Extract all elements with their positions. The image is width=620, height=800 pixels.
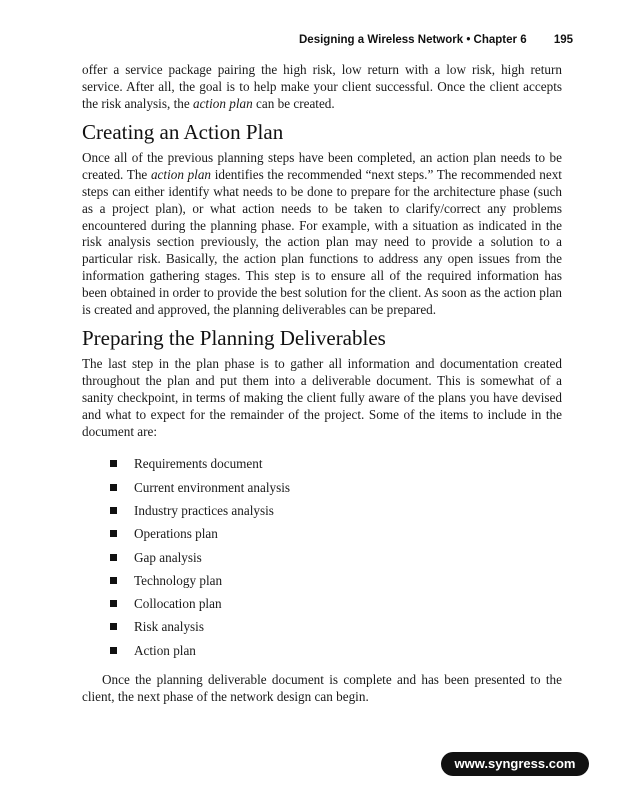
closing-paragraph: Once the planning deliverable document is complete and has been presented to the client, the next phase of the network design can begin. [82,672,562,704]
intro-paragraph: offer a service package pairing the high risk, low return with a low risk, high return service. After all, the goal is to help make your client successful. Once the client accepts the risk analysis, the action plan can be created. [82,62,562,111]
action-plan-paragraph: Once all of the previous planning steps have been completed, an action plan needs to be created. The action plan identifies the recommended “next steps.” The recommended next steps can either identify what needs to be done to prepare for the architecture phase (such as a project plan), or what action needs to be taken to clarify/correct any problems encountered during the planning phase. For example, with a situation as indicated in the risk analysis section previously, the action plan may need to provide a solution to a particular risk. Basically, the action plan functions to address any open issues from the information gathering stages. This step is to ensure all of the required information has been obtained in order to provide the best solution for the client. As soon as the action plan is created and approved, the planning deliverables can be prepared. [82,150,562,317]
square-bullet-icon [110,530,117,537]
square-bullet-icon [110,507,117,514]
deliverables-paragraph: The last step in the plan phase is to gather all information and documentation created throughout the plan and put them into a deliverable document. This is somewhat of a sanity checkpoint, in terms of making the client fully aware of the plans you have devised and what to expect for the remainder of the project. Some of the items to include in the document are: [82,356,562,439]
deliverables-list [82,452,562,662]
footer-url-badge: www.syngress.com [441,752,589,776]
square-bullet-icon [110,460,117,467]
page-number: 195 [553,34,573,46]
list-item: Current environment analysis [110,476,562,499]
list-item: Industry practices analysis [110,499,562,522]
list-item: Collocation plan [110,592,562,615]
emphasis-action-plan: action plan [192,95,253,111]
page-body [82,62,562,706]
square-bullet-icon [110,623,117,630]
list-item: Operations plan [110,522,562,545]
running-header [0,34,573,46]
running-title: Designing a Wireless Network • Chapter 6 [299,34,527,46]
list-item: Risk analysis [110,615,562,638]
square-bullet-icon [110,554,117,561]
list-item: Requirements document [110,452,562,475]
section-heading-deliverables: Preparing the Planning Deliverables [82,326,386,351]
list-item: Technology plan [110,569,562,592]
emphasis-action-plan: action plan [150,167,212,183]
section-heading-action-plan: Creating an Action Plan [82,120,284,145]
square-bullet-icon [110,647,117,654]
list-item: Action plan [110,639,562,662]
square-bullet-icon [110,577,117,584]
square-bullet-icon [110,484,117,491]
list-item: Gap analysis [110,546,562,569]
square-bullet-icon [110,600,117,607]
